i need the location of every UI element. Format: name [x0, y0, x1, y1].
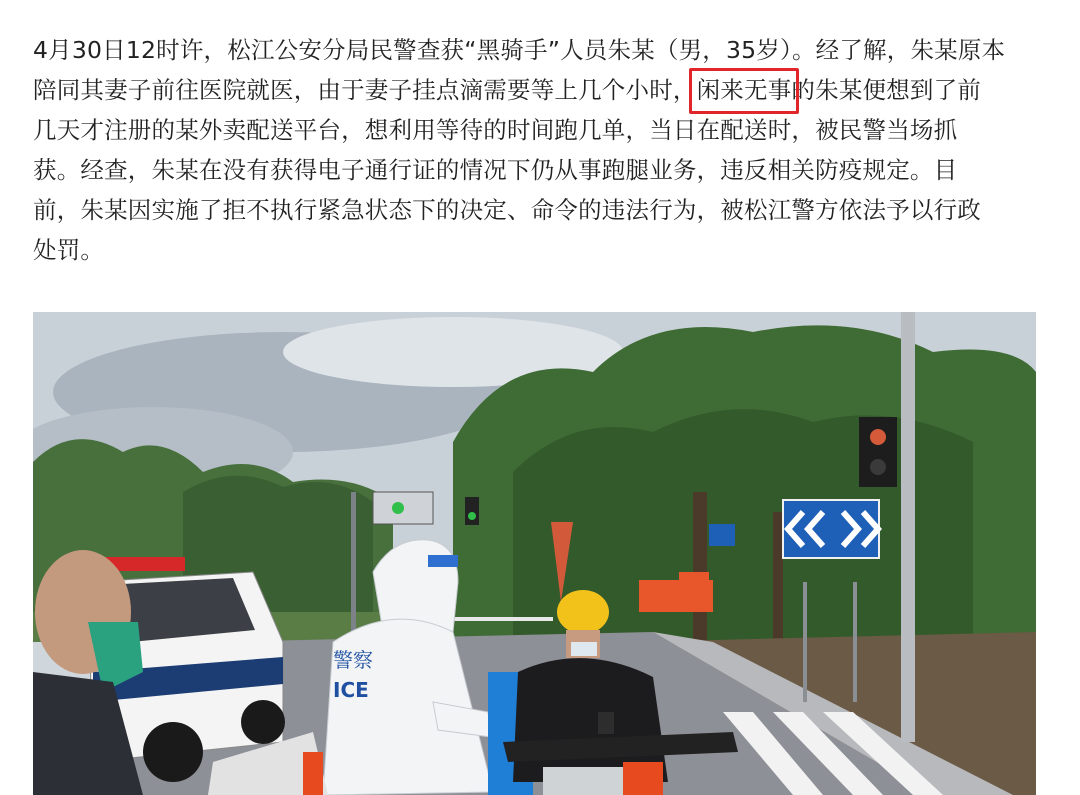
traffic-light [465, 497, 479, 525]
green-light [392, 502, 404, 514]
police-car-wheel [143, 722, 203, 782]
small-banner [679, 572, 709, 582]
line-text-before: 陪同其妻子前往医院就医，由于妻子挂点滴需要等上几个小时， [33, 76, 697, 104]
news-photo [33, 312, 1036, 795]
traffic-cone [303, 752, 323, 795]
line-text-after: 的朱某便想到了前 [791, 76, 982, 104]
paragraph-line: 几天才注册的某外卖配送平台，想利用等待的时间跑几单，当日在配送时，被民警当场抓 [33, 116, 958, 144]
suit-lettering: 警察 [333, 648, 373, 672]
highlighted-phrase-text: 闲来无事 [696, 76, 792, 104]
police-car-lettering: 公安 [208, 668, 244, 689]
paragraph-line: 4月30日12时许，松江公安分局民警查获“黑骑手”人员朱某（男，35岁）。经了解，朱某原本 [33, 36, 1006, 64]
red-light [870, 429, 886, 445]
suit-lettering-en: ICE [333, 678, 369, 702]
traffic-light-right [859, 417, 897, 487]
unlit-light [870, 459, 886, 475]
sign-post [803, 582, 807, 702]
phone [598, 712, 614, 734]
highlighted-phrase [697, 70, 792, 110]
paragraph-line: 处罚。 [33, 236, 105, 264]
tall-pole [901, 312, 915, 742]
orange-banner [639, 580, 713, 612]
paragraph-line: 获。经查，朱某在没有获得电子通行证的情况下仍从事跑腿业务，违反相关防疫规定。目 [33, 156, 958, 184]
rider-mask [571, 642, 597, 656]
yellow-helmet [557, 590, 609, 634]
green-light [468, 512, 476, 520]
news-photo-illustration [33, 312, 1036, 795]
police-car-wheel [241, 700, 285, 744]
signal-pole [351, 492, 356, 632]
paragraph-line: 前，朱某因实施了拒不执行紧急状态下的决定、命令的违法行为，被松江警方依法予以行政 [33, 196, 981, 224]
article-paragraph [33, 30, 1038, 270]
scooter-body [543, 767, 623, 795]
small-blue-sign [709, 524, 735, 546]
suit-badge [428, 555, 458, 567]
paragraph-line [33, 70, 1038, 110]
chevron-sign [783, 500, 879, 558]
sign-post [853, 582, 857, 702]
scooter-basket [623, 762, 663, 795]
